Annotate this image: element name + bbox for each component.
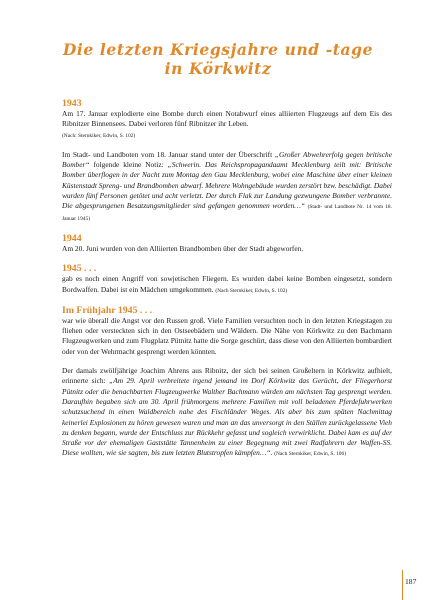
chapter-title-line-1: Die letzten Kriegsjahre und -tage — [62, 40, 374, 59]
chapter-title — [40, 40, 396, 78]
chapter-title-line-2: in Körkwitz — [164, 59, 272, 78]
paragraph-1945 — [62, 274, 392, 296]
page-number: 187 — [405, 577, 417, 586]
source-note-1943: (Nach: Sternkiker, Edwin, S. 102) — [62, 132, 136, 139]
ahrens-quote: „Am 29. April verbreitete irgend jemand im Dorf Körkwitz das Gerücht, der Fliegerhorst Pütnitz oder die benachbarten Flugzeugwerke Walther Bachmann würden am nächsten Tag gesprengt werden. Daraufhin begaben sich am 30. April frühmorgens mehrere Familien mit voll beladenen Pferdefuhrwerken schutzsuchend in einen Waldbereich nahe des Fischländer Weges. Als aber bis zum späten Nachmittag keinerlei Explosionen zu hören gewesen waren und man an das unversorgt in den Ställen zurückgelassene Vieh zu denken begann, wurde der Entschluss zur Rückkehr gefasst und sogleich verwirklicht. Dabei kam es auf der Straße vor der ehemaligen Gaststätte Tannenheim zu einer Begegnung mit zwei Radfahrern der Waffen-SS. Diese wollten, wie sie sagten, bis zum letzten Blutstropfen kämpfen…“. — [62, 376, 392, 458]
chapter-body — [62, 98, 392, 469]
paragraph-1945-text: gab es noch einen Angriff von sowjetischen Fliegern. Es wurden dabei keine Bomben eingesetzt, sondern Bordwaffen. Dabei ist ein Mädchen umgekommen. — [62, 274, 392, 294]
paragraph-ahrens-memory — [62, 366, 392, 460]
ahrens-lead: Der damals zwölfjährige Joachim Ahrens aus Ribnitz, der sich bei seinen Großeltern in Körkwitz aufhielt, erinnerte sich: — [62, 366, 392, 386]
newspaper-lead: Im Stadt- und Landboten vom 18. Januar stand unter der Überschrift — [62, 149, 273, 159]
newspaper-quote: „Schwerin. Das Reichspropagandaamt Mecklenburg teilt mit: Britische Bomber überflogen in der Nacht zum Montag den Gau Mecklenburg, wobei eine Maschine über einer kleinen Küstenstadt Spreng- und Brandbomben abwarf. Mehrere Wohngebäude wurden zerstört bzw. beschädigt. Dabei wurden fünf Personen getötet und acht verletzt. Der durch Flak zur Landung gezwungene Bomber verbrannte. Die abgesprungenen Besatzungsmitglieder sind gefangen genommen worden…“ — [62, 160, 392, 211]
paragraph-1944: Am 20. Juni wurden von den Alliierten Brandbomben über der Stadt abgeworfen. — [62, 243, 304, 253]
section-year-1945: 1945 . . . — [62, 263, 97, 275]
newspaper-mid: folgende kleine Notiz: — [93, 160, 164, 170]
paragraph-spring-1945: war wie überall die Angst vor den Russen groß. Viele Familien versuchten noch in den letzten Kriegstagen zu fliehen oder versteckten sich in den Ostseebädern und Wäldern. Die Nähe von Körkwitz zu den Bachmann Flugzeugwerken und zum Flugplatz Pütnitz hatte die Sorge geschürt, dass diese von den Alliierten bombardiert oder von der Wehrmacht gesprengt werden könnten. — [62, 315, 392, 356]
section-spring-1945: Im Frühjahr 1945 . . . — [62, 304, 153, 316]
source-note-1945: (Nach Sternkiker, Edwin, S. 102) — [215, 287, 288, 294]
source-note-ahrens: (Nach Sternkiker, Edwin, S. 106) — [274, 451, 346, 458]
newspaper-headline: „Großer Abwehrerfolg gegen britische Bomber“ — [62, 149, 393, 170]
section-year-1943: 1943 — [62, 98, 82, 109]
paragraph-1943-text: Am 17. Januar explodierte eine Bombe durch einen Notabwurf eines alliierten Flugzeugs auf dem Eis des Ribnitzer Binnensees. Dabei verloren fünf Ribnitzer ihr Leben. — [62, 109, 392, 129]
source-note-newspaper: (Stadt- und Landbote Nr. 14 vom 18. Januar 1945) — [62, 204, 392, 222]
page-number-rule — [402, 570, 403, 600]
paragraph-newspaper — [62, 150, 392, 224]
section-year-1944: 1944 — [62, 232, 82, 244]
paragraph-1943 — [62, 109, 392, 141]
